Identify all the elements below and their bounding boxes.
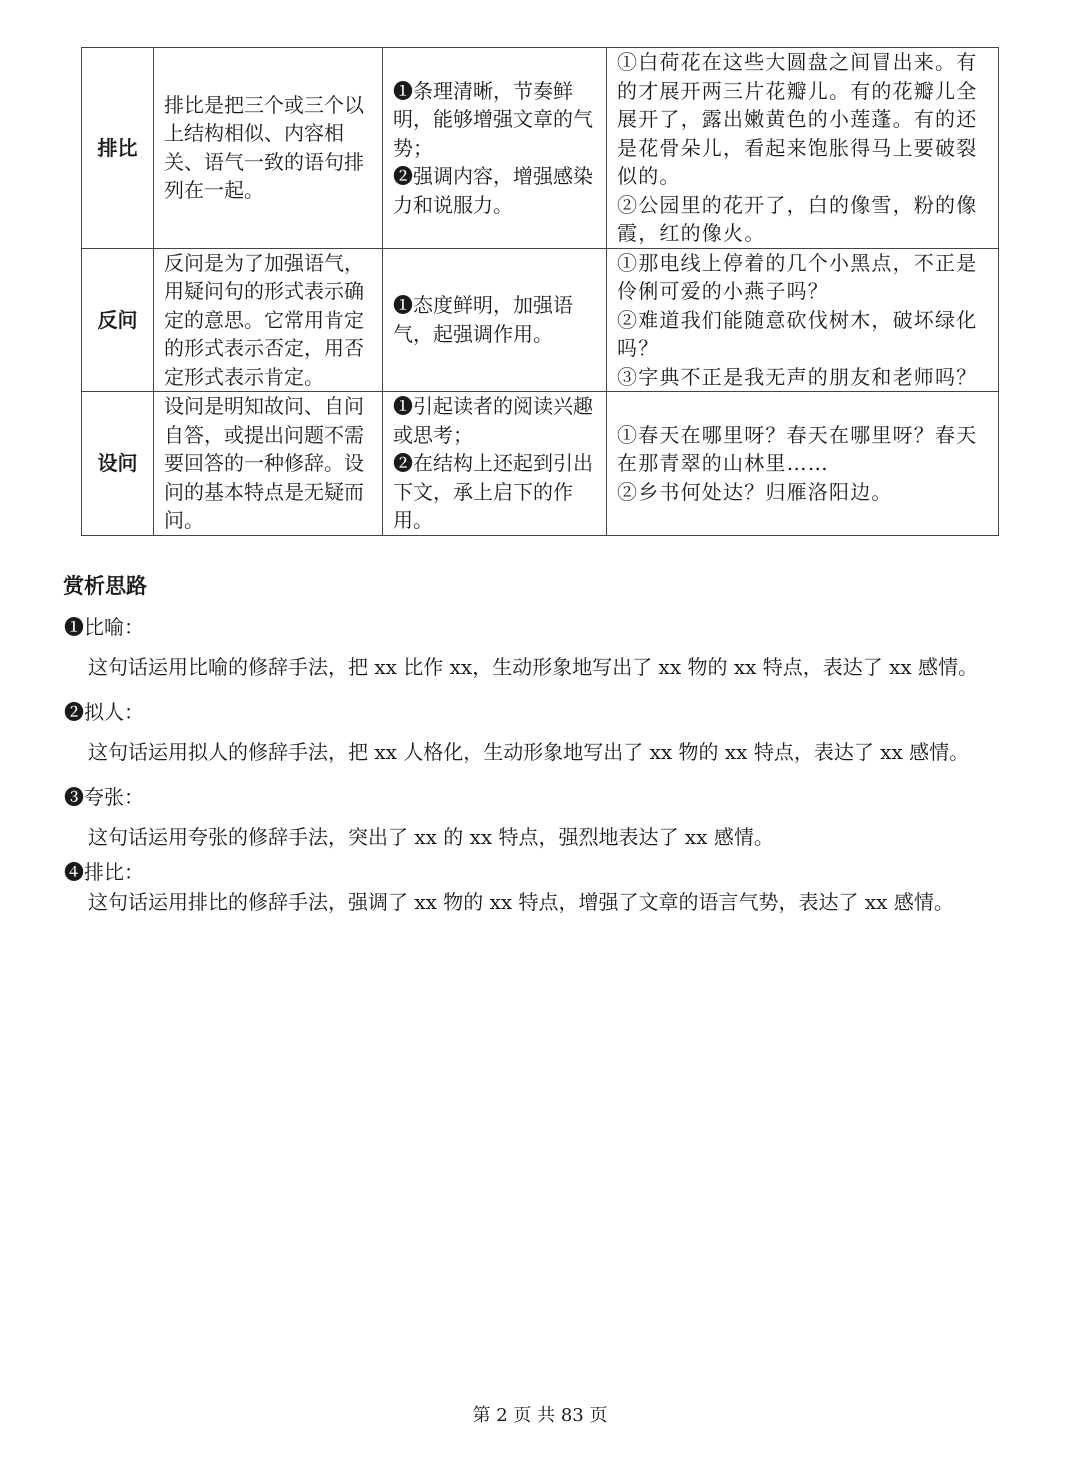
section-title: 赏析思路	[63, 574, 147, 598]
analysis-item-text: 这句话运用夸张的修辞手法，突出了 xx 的 xx 特点，强烈地表达了 xx 感情。	[88, 825, 774, 849]
rhetoric-definition: 设问是明知故问、自问自答，或提出问题不需要回答的一种修辞。设问的基本特点是无疑而问。	[154, 392, 383, 536]
analysis-item-label: ❶比喻：	[64, 615, 144, 639]
effect-item: ❶引起读者的阅读兴趣或思考；	[393, 394, 593, 447]
table-row-fanwen	[82, 248, 999, 392]
table-row-paibi	[82, 48, 999, 249]
example-item: ①那电线上停着的几个小黑点，不正是伶俐可爱的小燕子吗？	[617, 250, 978, 303]
example-item: ①白荷花在这些大圆盘之间冒出来。有的才展开两三片花瓣儿。有的花瓣儿全展开了，露出嫩黄色的小莲蓬。有的还是花骨朵儿，看起来饱胀得马上要破裂似的。	[617, 50, 978, 188]
example-item: ②公园里的花开了，白的像雪，粉的像霞，红的像火。	[617, 192, 978, 245]
example-item: ②乡书何处达？归雁洛阳边。	[617, 479, 893, 504]
analysis-item-label: ❸夸张：	[64, 785, 144, 809]
example-item: ①春天在哪里呀？春天在哪里呀？春天在那青翠的山林里……	[617, 422, 978, 475]
rhetoric-examples	[607, 392, 999, 536]
analysis-item-text: 这句话运用拟人的修辞手法，把 xx 人格化，生动形象地写出了 xx 物的 xx 特点，表达了 xx 感情。	[88, 740, 970, 764]
effect-item: ❷强调内容，增强感染力和说服力。	[393, 164, 593, 217]
effect-item: ❶态度鲜明，加强语气，起强调作用。	[393, 293, 573, 346]
example-item: ③字典不正是我无声的朋友和老师吗？	[617, 364, 978, 389]
table-row-shewen	[82, 392, 999, 536]
rhetoric-effects	[383, 48, 607, 249]
page-number: 第 2 页 共 83 页	[472, 1405, 608, 1426]
rhetoric-effects	[383, 392, 607, 536]
analysis-item-text: 这句话运用比喻的修辞手法，把 xx 比作 xx，生动形象地写出了 xx 物的 xx 特点，表达了 xx 感情。	[88, 655, 979, 679]
rhetoric-examples	[607, 248, 999, 392]
rhetoric-examples	[607, 48, 999, 249]
rhetoric-name: 反问	[82, 248, 154, 392]
analysis-item-text: 这句话运用排比的修辞手法，强调了 xx 物的 xx 特点，增强了文章的语言气势，表达了 xx 感情。	[88, 890, 954, 914]
analysis-item-label: ❷拟人：	[64, 700, 144, 724]
analysis-item-label: ❹排比：	[64, 860, 144, 884]
rhetoric-definition: 排比是把三个或三个以上结构相似、内容相关、语气一致的语句排列在一起。	[154, 48, 383, 249]
example-item: ②难道我们能随意砍伐树木，破坏绿化吗？	[617, 307, 978, 360]
rhetoric-table	[81, 47, 999, 536]
rhetoric-name: 排比	[82, 48, 154, 249]
rhetoric-effects	[383, 248, 607, 392]
rhetoric-definition: 反问是为了加强语气，用疑问句的形式表示确定的意思。它常用肯定的形式表示否定，用否定形式表示肯定。	[154, 248, 383, 392]
effect-item: ❷在结构上还起到引出下文，承上启下的作用。	[393, 451, 593, 532]
rhetoric-name: 设问	[82, 392, 154, 536]
effect-item: ❶条理清晰，节奏鲜明，能够增强文章的气势；	[393, 78, 593, 160]
